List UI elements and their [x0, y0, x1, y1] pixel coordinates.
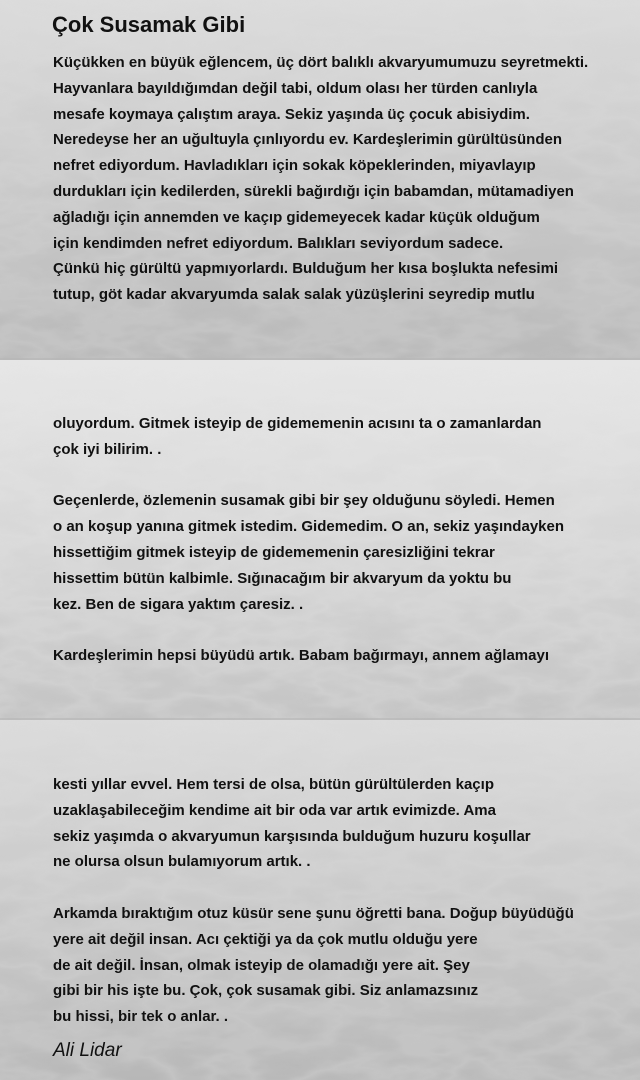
poem-line: o an koşup yanına gitmek istedim. Gidemedim. O an, sekiz yaşındayken [53, 518, 565, 536]
poem-line: sekiz yaşımda o akvaryumun karşısında bulduğum huzuru koşullar [53, 827, 531, 845]
poem-line: durdukları için kedilerden, sürekli bağırdığı için babamdan, mütamadiyen [53, 182, 574, 200]
poem-line: mesafe koymaya çalıştım araya. Sekiz yaşında üç çocuk abisiydim. [53, 105, 530, 123]
stanza-gap [53, 617, 564, 643]
author-name: Ali Lidar [53, 1040, 122, 1061]
poem-line: hissettim bütün kalbimle. Sığınacağım bir akvaryum da yoktu bu [53, 569, 512, 587]
poem-line: yere ait değil insan. Acı çektiği ya da çok mutlu olduğu yere [53, 930, 478, 948]
poem-line: Kardeşlerimin hepsi büyüdü artık. Babam bağırmayı, annem ağlamayı [53, 647, 549, 665]
poem-line: ne olursa olsun bulamıyorum artık. . [53, 853, 311, 871]
poem-line: Arkamda bıraktığım otuz küsür sene şunu öğretti bana. Doğup büyüdüğü [53, 904, 574, 922]
poem-line: kez. Ben de sigara yaktım çaresiz. . [53, 595, 304, 613]
poem-line: tutup, göt kadar akvaryumda salak salak yüzüşlerini seyredip mutlu [53, 286, 535, 304]
poem-line: Geçenlerde, özlemenin susamak gibi bir şey olduğunu söyledi. Hemen [53, 492, 555, 510]
poem-line: gibi bir his işte bu. Çok, çok susamak gibi. Siz anlamazsınız [53, 982, 479, 1000]
poem-line: ağladığı için annemden ve kaçıp gidemeyecek kadar küçük olduğum [53, 208, 540, 226]
stanza-1 [53, 50, 588, 308]
poem-line: hissettiğim gitmek isteyip de gidememenin çaresizliğini tekrar [53, 543, 495, 561]
poem-line: oluyordum. Gitmek isteyip de gidememenin acısını ta o zamanlardan [53, 415, 542, 432]
poem-line: uzaklaşabileceğim kendime ait bir oda var artık evimizde. Ama [53, 801, 496, 819]
poem-line: Küçükken en büyük eğlencem, üç dört balıklı akvaryumumuzu seyretmekti. [53, 54, 589, 71]
poem-line: için kendimden nefret ediyordum. Balıkları seviyordum sadece. [53, 234, 504, 252]
poem-line: de ait değil. İnsan, olmak isteyip de olamadığı yere ait. Şey [53, 956, 470, 974]
stanza-2 [53, 411, 564, 669]
poem-line: Çünkü hiç gürültü yapmıyorlardı. Bulduğum her kısa boşlukta nefesimi [53, 260, 559, 278]
poem-line: Hayvanlara bayıldığımdan değil tabi, oldum olası her türden canlıyla [53, 79, 538, 97]
poem-line: nefret ediyordum. Havladıkları için sokak köpeklerinden, miyavlayıp [53, 157, 536, 175]
stanza-gap [53, 463, 564, 489]
poem-title: Çok Susamak Gibi [52, 12, 246, 37]
poem-line: kesti yıllar evvel. Hem tersi de olsa, bütün gürültülerden kaçıp [53, 776, 494, 793]
poem-line: bu hissi, bir tek o anlar. . [53, 1008, 229, 1026]
poem-line: Neredeyse her an uğultuyla çınlıyordu ev. Kardeşlerimin gürültüsünden [53, 131, 563, 149]
poem-line: çok iyi bilirim. . [53, 440, 162, 458]
stanza-3 [53, 772, 574, 1030]
stanza-gap [53, 875, 574, 901]
